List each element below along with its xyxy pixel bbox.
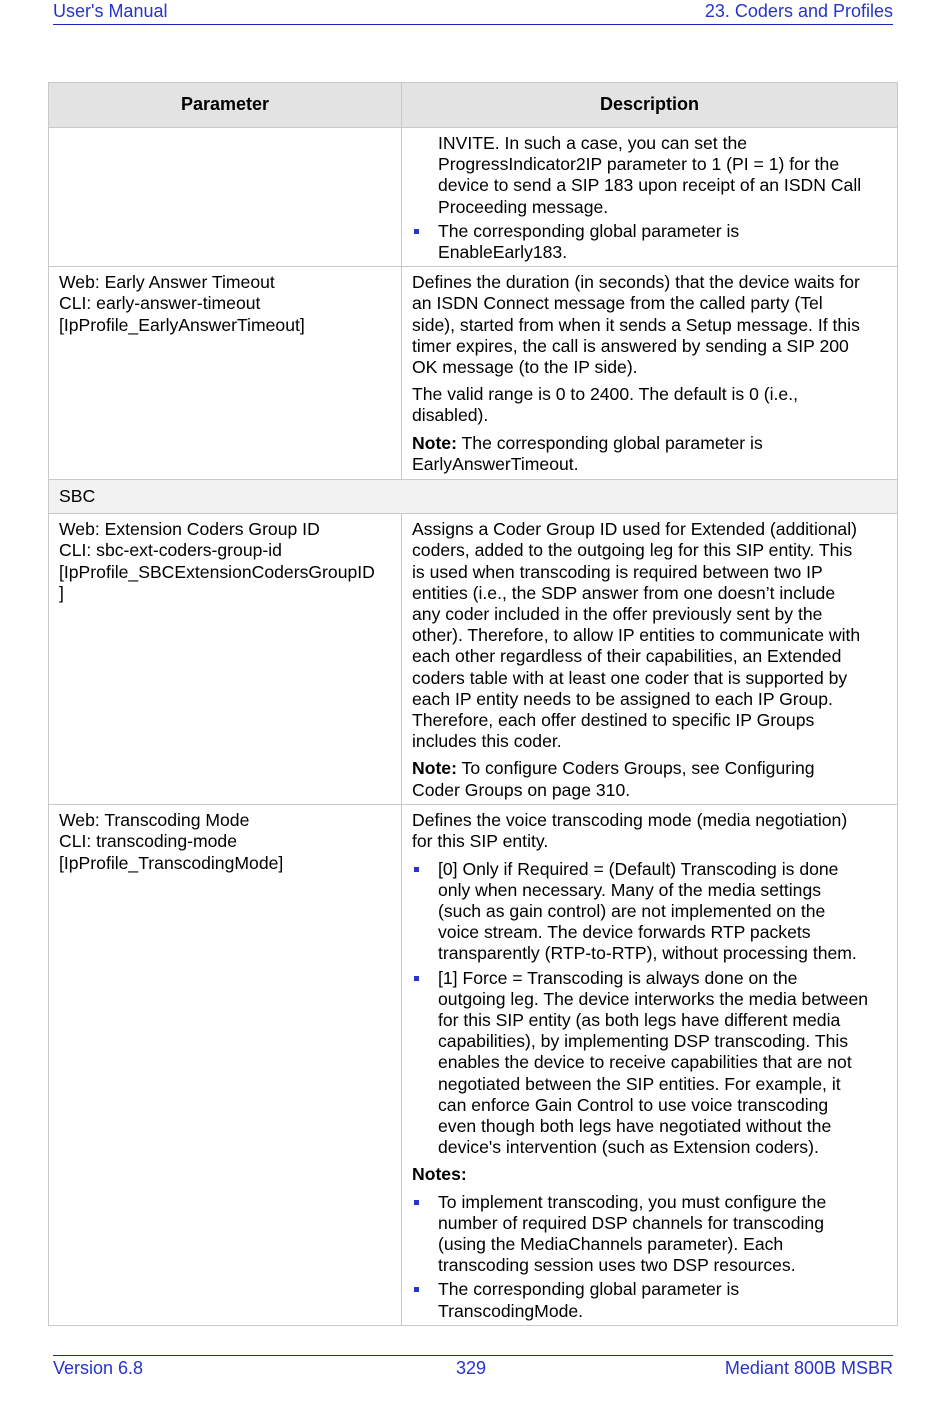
table-row	[49, 514, 898, 805]
header-chapter-title: 23. Coders and Profiles	[704, 1, 893, 21]
table-row	[49, 805, 898, 1326]
text-line: is used when transcoding is required between two IP	[412, 561, 823, 582]
text-line: timer expires, the call is answered by sending a SIP 200	[412, 335, 849, 356]
text-line: OK message (to the IP side).	[412, 357, 638, 378]
param-ini-name-end: ]	[59, 582, 64, 603]
text-line: transcoding session uses two DSP resources.	[438, 1255, 796, 1276]
text-line: each IP entity needs to be assigned to each IP Group.	[412, 688, 833, 709]
description-paragraph	[412, 519, 891, 752]
param-ini-name: [IpProfile_EarlyAnswerTimeout]	[59, 314, 305, 335]
param-cli-name: CLI: transcoding-mode	[59, 831, 237, 852]
description-cell	[402, 128, 898, 267]
param-ini-name: [IpProfile_SBCExtensionCodersGroupID	[59, 561, 375, 582]
parameter-cell	[49, 805, 402, 1326]
table-header-row	[49, 83, 898, 128]
description-paragraph	[412, 272, 891, 378]
text-line: The corresponding global parameter is	[438, 1279, 740, 1300]
text-line: can enforce Gain Control to use voice transcoding	[438, 1094, 829, 1115]
text-line: To configure Coders Groups, see Configuring	[456, 758, 815, 779]
text-line: each other regardless of their capabilities, an Extended	[412, 646, 842, 667]
text-line: any coder included in the offer previously sent by the	[412, 604, 823, 625]
text-line: coders table with at least one coder that is supported by	[412, 667, 848, 688]
text-line: negotiated between the SIP entities. For example, it	[438, 1073, 841, 1094]
text-line: coders, added to the outgoing leg for this SIP entity. This	[412, 540, 853, 561]
text-line: [1] Force = Transcoding is always done on the	[438, 967, 798, 988]
text-line: side), started from when it sends a Setup message. If this	[412, 314, 860, 335]
parameter-cell	[49, 128, 402, 267]
table-row	[49, 267, 898, 480]
text-line: entities (i.e., the SDP answer from one doesn’t include	[412, 582, 836, 603]
description-paragraph	[412, 384, 891, 426]
notes-heading	[412, 1164, 891, 1185]
text-line: Proceeding message.	[438, 196, 609, 217]
text-line: for this SIP entity.	[412, 831, 549, 852]
text-line: even though both legs have negotiated without the	[438, 1116, 832, 1137]
text-line: device to send a SIP 183 upon receipt of an ISDN Call	[438, 175, 862, 196]
param-ini-name: [IpProfile_TranscodingMode]	[59, 852, 284, 873]
bullet-icon	[414, 1200, 419, 1205]
text-line: Therefore, each offer destined to specific IP Groups	[412, 710, 815, 731]
column-header-parameter: Parameter	[49, 83, 402, 128]
table-row	[49, 128, 898, 267]
page-footer	[53, 1355, 893, 1386]
text-line: The valid range is 0 to 2400. The default is 0 (i.e.,	[412, 384, 798, 405]
param-web-name: Web: Extension Coders Group ID	[59, 519, 320, 540]
footer-page-number: 329	[456, 1358, 487, 1378]
list-item	[412, 968, 891, 1159]
list-item	[412, 1279, 891, 1321]
description-cell	[402, 514, 898, 805]
footer-version: Version 6.8	[53, 1358, 144, 1378]
section-row	[49, 480, 898, 514]
text-line: (using the MediaChannels parameter). Each	[438, 1234, 784, 1255]
text-line: Coder Groups on page 310.	[412, 779, 631, 800]
param-web-name: Web: Transcoding Mode	[59, 810, 250, 831]
text-line: only when necessary. Many of the media settings	[438, 879, 822, 900]
list-item	[412, 221, 891, 263]
text-line: To implement transcoding, you must configure the	[438, 1191, 827, 1212]
text-line: Assigns a Coder Group ID used for Extended (additional)	[412, 519, 857, 540]
text-line: for this SIP entity (as both legs have different media	[438, 1010, 841, 1031]
text-line: transparently (RTP-to-RTP), without processing them.	[438, 943, 857, 964]
note-label: Note:	[412, 758, 457, 779]
description-cell	[402, 805, 898, 1326]
text-line: disabled).	[412, 405, 489, 426]
text-line: (such as gain control) are not implemented on the	[438, 901, 826, 922]
description-paragraph	[412, 810, 891, 852]
text-line: The corresponding global parameter is	[456, 432, 763, 453]
text-line: INVITE. In such a case, you can set the	[438, 133, 748, 153]
param-cli-name: CLI: sbc-ext-coders-group-id	[59, 540, 282, 561]
text-line: Defines the duration (in seconds) that the device waits for	[412, 272, 860, 293]
header-manual-title: User's Manual	[53, 1, 168, 21]
bullet-icon	[414, 1287, 419, 1292]
text-line: ProgressIndicator2IP parameter to 1 (PI = 1) for the	[438, 154, 840, 175]
text-line: includes this coder.	[412, 731, 562, 752]
text-line: EarlyAnswerTimeout.	[412, 453, 579, 474]
text-line: number of required DSP channels for transcoding	[438, 1212, 824, 1233]
bullet-icon	[414, 229, 419, 234]
page-header	[53, 0, 893, 25]
description-cell	[402, 267, 898, 480]
bullet-icon	[414, 976, 419, 981]
notes-label: Notes:	[412, 1164, 467, 1185]
parameter-cell	[49, 514, 402, 805]
list-item	[412, 1192, 891, 1277]
note-paragraph	[412, 758, 891, 800]
section-title: SBC	[49, 480, 898, 514]
footer-product-name: Mediant 800B MSBR	[724, 1358, 893, 1378]
text-line: TranscodingMode.	[438, 1300, 584, 1321]
text-line: enables the device to receive capabilities that are not	[438, 1052, 852, 1073]
bullet-icon	[414, 867, 419, 872]
parameter-cell	[49, 267, 402, 480]
column-header-description: Description	[402, 83, 898, 128]
text-line: voice stream. The device forwards RTP packets	[438, 922, 811, 943]
list-item	[412, 859, 891, 965]
param-cli-name: CLI: early-answer-timeout	[59, 293, 261, 314]
text-line: Defines the voice transcoding mode (media negotiation)	[412, 810, 848, 831]
text-line: outgoing leg. The device interworks the media between	[438, 988, 869, 1009]
text-line: other). Therefore, to allow IP entities to communicate with	[412, 625, 861, 646]
text-line: EnableEarly183.	[438, 242, 568, 263]
note-paragraph	[412, 433, 891, 475]
parameter-table	[48, 82, 898, 1326]
text-line: capabilities), by implementing DSP transcoding. This	[438, 1031, 849, 1052]
text-line: device's intervention (such as Extension coders).	[438, 1137, 819, 1158]
param-web-name: Web: Early Answer Timeout	[59, 272, 275, 293]
text-line: The corresponding global parameter is	[438, 220, 740, 241]
note-label: Note:	[412, 432, 457, 453]
list-item	[412, 133, 891, 218]
text-line: an ISDN Connect message from the called party (Tel	[412, 293, 823, 314]
text-line: [0] Only if Required = (Default) Transcoding is done	[438, 858, 839, 879]
